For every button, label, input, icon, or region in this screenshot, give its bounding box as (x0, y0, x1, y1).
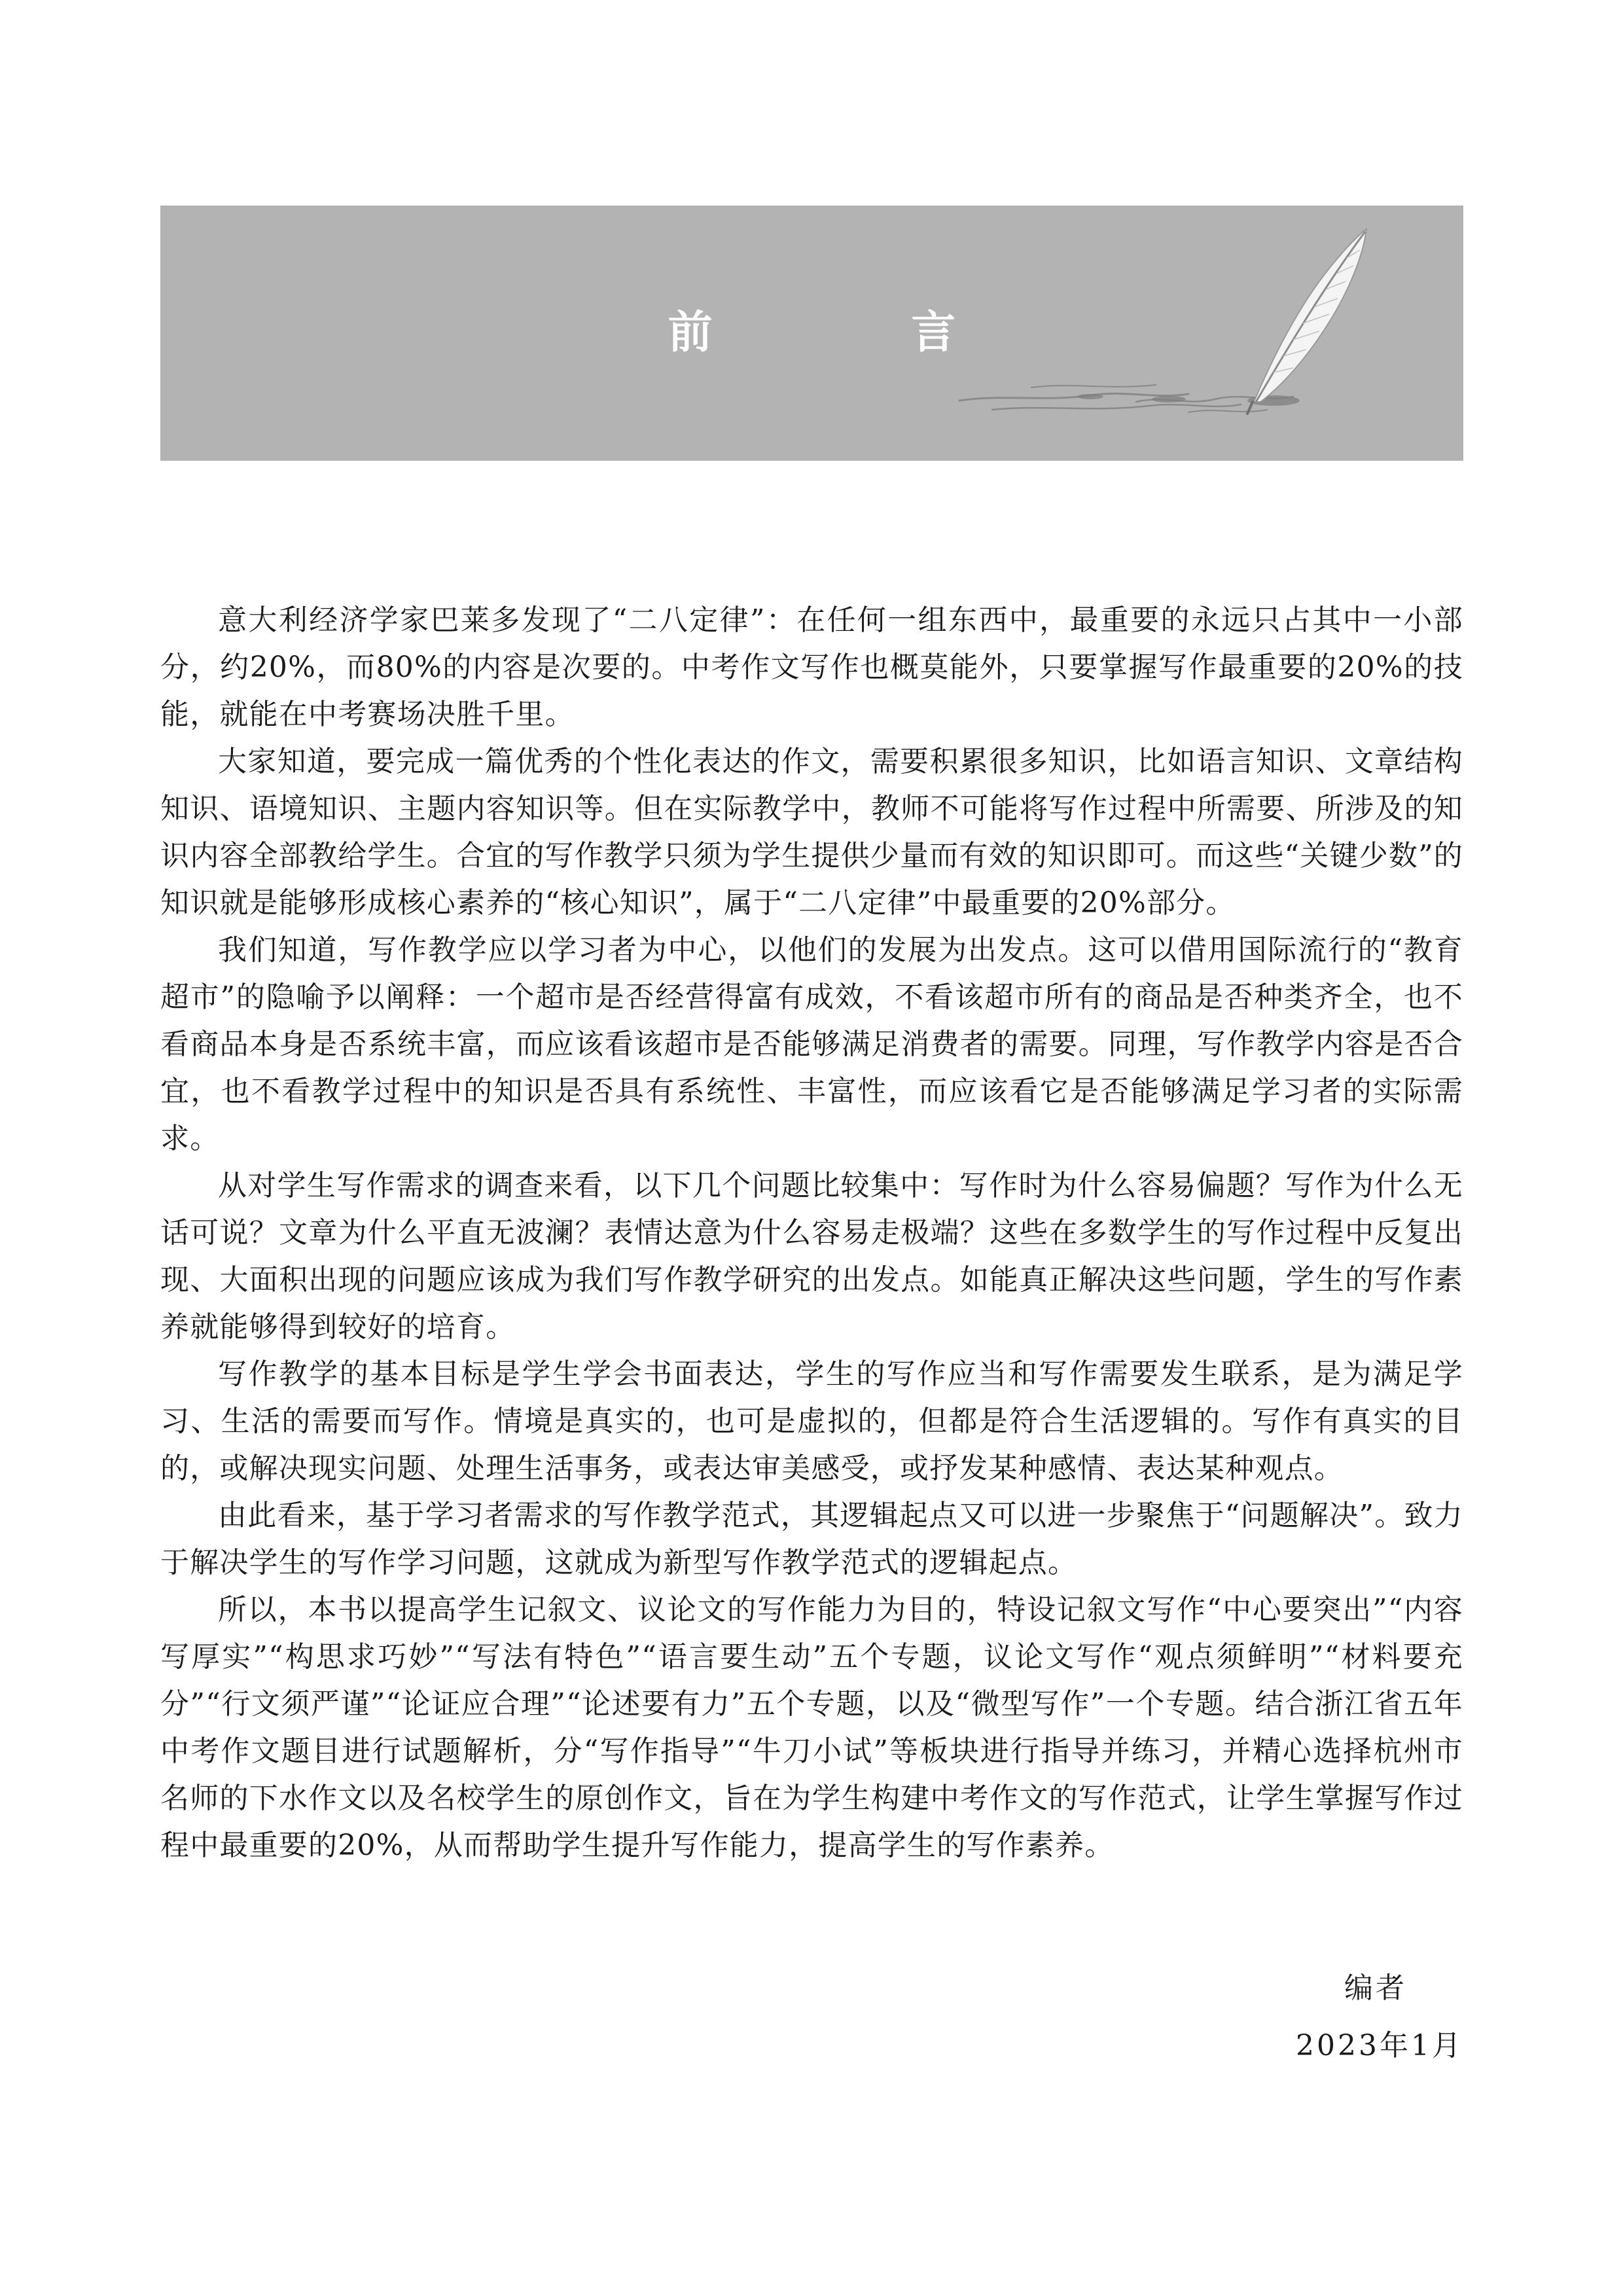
paragraph-7: 所以，本书以提高学生记叙文、议论文的写作能力为目的，特设记叙文写作“中心要突出”“内容写厚实”“构思求巧妙”“写法有特色”“语言要生动”五个专题，议论文写作“观点须鲜明”“材料要充分”“行文须严谨”“论证应合理”“论述要有力”五个专题，以及“微型写作”一个专题。结合浙江省五年中考作文题目进行试题解析，分“写作指导”“牛刀小试”等板块进行指导并练习，并精心选择杭州市名师的下水作文以及名校学生的原创作文，旨在为学生构建中考作文的写作范式，让学生掌握写作过程中最重要的20%，从而帮助学生提升写作能力，提高学生的写作素养。 (160, 1593, 1463, 1862)
paragraph-3: 我们知道，写作教学应以学习者为中心，以他们的发展为出发点。这可以借用国际流行的“教育超市”的隐喻予以阐释：一个超市是否经营得富有成效，不看该超市所有的商品是否种类齐全，也不看商品本身是否系统丰富，而应该看该超市是否能够满足消费者的需要。同理，写作教学内容是否合宜，也不看教学过程中的知识是否具有系统性、丰富性，而应该看它是否能够满足学习者的实际需求。 (160, 933, 1463, 1155)
signature-date: 2023年1月 (1296, 2029, 1463, 2062)
preface-banner (160, 206, 1463, 461)
preface-body (160, 597, 1463, 1869)
paragraph-2: 大家知道，要完成一篇优秀的个性化表达的作文，需要积累很多知识，比如语言知识、文章结构知识、语境知识、主题内容知识等。但在实际教学中，教师不可能将写作过程中所需要、所涉及的知识内容全部教给学生。合宜的写作教学只须为学生提供少量而有效的知识即可。而这些“关键少数”的知识就是能够形成核心素养的“核心知识”，属于“二八定律”中最重要的20%部分。 (160, 745, 1463, 920)
signature-author: 编者 (1344, 1971, 1407, 2005)
paragraph-6: 由此看来，基于学习者需求的写作教学范式，其逻辑起点又可以进一步聚焦于“问题解决”。致力于解决学生的写作学习问题，这就成为新型写作教学范式的逻辑起点。 (160, 1499, 1463, 1579)
page-title: 前 言 (668, 307, 1048, 359)
paragraph-5: 写作教学的基本目标是学生学会书面表达，学生的写作应当和写作需要发生联系，是为满足学习、生活的需要而写作。情境是真实的，也可是虚拟的，但都是符合生活逻辑的。写作有真实的目的，或解决现实问题、处理生活事务，或表达审美感受，或抒发某种感情、表达某种观点。 (160, 1357, 1463, 1485)
paragraph-1: 意大利经济学家巴莱多发现了“二八定律”：在任何一组东西中，最重要的永远只占其中一小部分，约20%，而80%的内容是次要的。中考作文写作也概莫能外，只要掌握写作最重要的20%的技能，就能在中考赛场决胜千里。 (160, 603, 1463, 731)
quill-feather-icon (874, 206, 1463, 461)
paragraph-4: 从对学生写作需求的调查来看，以下几个问题比较集中：写作时为什么容易偏题？写作为什么无话可说？文章为什么平直无波澜？表情达意为什么容易走极端？这些在多数学生的写作过程中反复出现、大面积出现的问题应该成为我们写作教学研究的出发点。如能真正解决这些问题，学生的写作素养就能够得到较好的培育。 (160, 1169, 1463, 1344)
